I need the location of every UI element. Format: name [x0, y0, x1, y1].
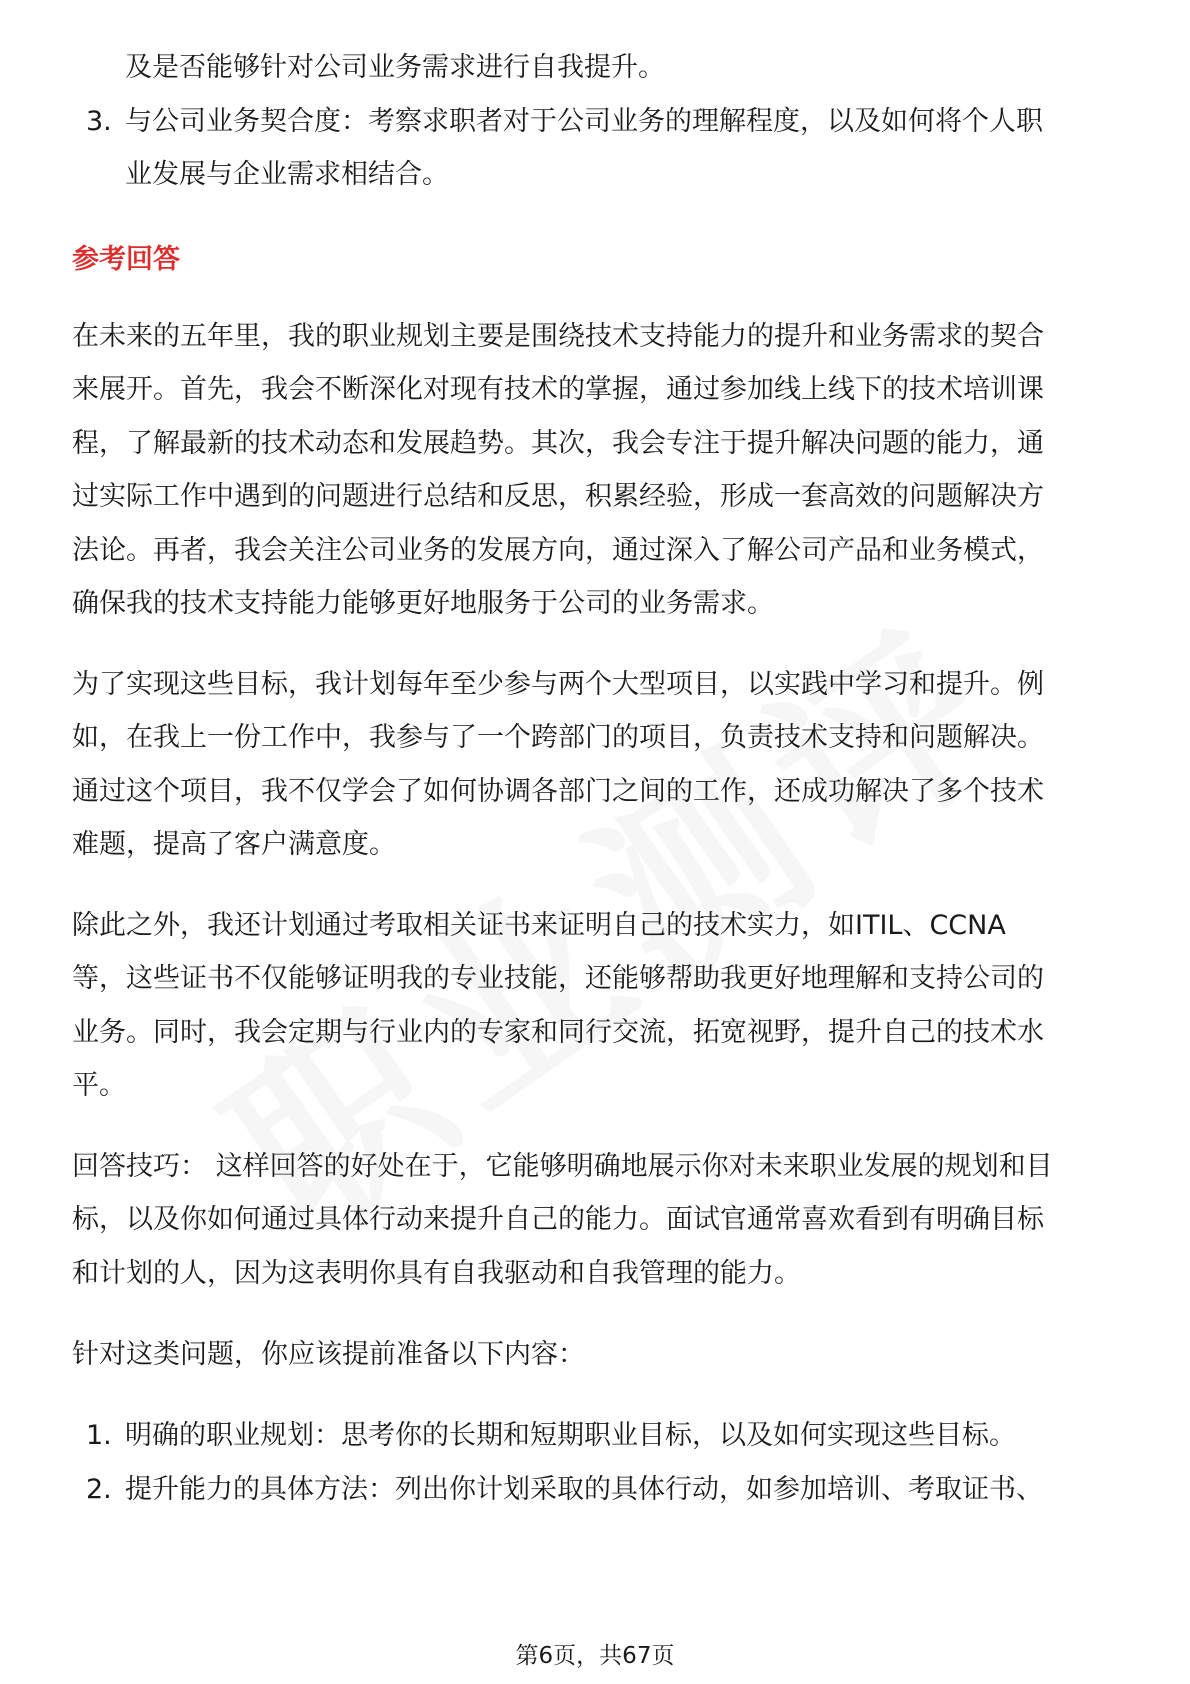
- paragraph-line: 和计划的人，因为这表明你具有自我驱动和自我管理的能力。: [72, 1258, 801, 1289]
- section-title-reference-answer: 参考回答: [72, 244, 180, 275]
- intro-continuation: 及是否能够针对公司业务需求进行自我提升。: [125, 52, 665, 83]
- paragraph-line: 为了实现这些目标，我计划每年至少参与两个大型项目，以实践中学习和提升。例: [72, 669, 1044, 700]
- paragraph-line: 来展开。首先，我会不断深化对现有技术的掌握，通过参加线上线下的技术培训课: [72, 374, 1044, 405]
- paragraph-line: 标，以及你如何通过具体行动来提升自己的能力。面试官通常喜欢看到有明确目标: [72, 1204, 1044, 1235]
- paragraph-line: 过实际工作中遇到的问题进行总结和反思，积累经验，形成一套高效的问题解决方: [72, 481, 1044, 512]
- paragraph-line: 业务。同时，我会定期与行业内的专家和同行交流，拓宽视野，提升自己的技术水: [72, 1017, 1044, 1048]
- paragraph-line: 通过这个项目，我不仅学会了如何协调各部门之间的工作，还成功解决了多个技术: [72, 776, 1044, 807]
- list-text-line: 业发展与企业需求相结合。: [125, 159, 449, 190]
- paragraph-line: 针对这类问题，你应该提前准备以下内容：: [72, 1339, 585, 1370]
- list-text: 明确的职业规划：思考你的长期和短期职业目标，以及如何实现这些目标。: [125, 1420, 1016, 1451]
- paragraph-line: 难题，提高了客户满意度。: [72, 829, 396, 860]
- paragraph-line: 确保我的技术支持能力能够更好地服务于公司的业务需求。: [72, 588, 774, 619]
- paragraph-line: 在未来的五年里，我的职业规划主要是围绕技术支持能力的提升和业务需求的契合: [72, 321, 1044, 352]
- page-footer: 第6页，共67页: [515, 1643, 675, 1669]
- paragraph-line: 除此之外，我还计划通过考取相关证书来证明自己的技术实力，如ITIL、CCNA: [72, 910, 1006, 941]
- list-text: 提升能力的具体方法：列出你计划采取的具体行动，如参加培训、考取证书、: [125, 1474, 1043, 1505]
- paragraph-line: 回答技巧： 这样回答的好处在于，它能够明确地展示你对未来职业发展的规划和目: [72, 1151, 1053, 1182]
- list-number: 1.: [86, 1420, 112, 1451]
- list-number: 3.: [86, 106, 112, 137]
- list-text-line: 与公司业务契合度：考察求职者对于公司业务的理解程度，以及如何将个人职: [125, 106, 1043, 137]
- paragraph-line: 如，在我上一份工作中，我参与了一个跨部门的项目，负责技术支持和问题解决。: [72, 722, 1044, 753]
- paragraph-line: 法论。再者，我会关注公司业务的发展方向，通过深入了解公司产品和业务模式，: [72, 535, 1044, 566]
- paragraph-line: 等，这些证书不仅能够证明我的专业技能，还能够帮助我更好地理解和支持公司的: [72, 963, 1044, 994]
- paragraph-line: 程，了解最新的技术动态和发展趋势。其次，我会专注于提升解决问题的能力，通: [72, 428, 1044, 459]
- paragraph-line: 平。: [72, 1070, 126, 1101]
- list-number: 2.: [86, 1474, 112, 1505]
